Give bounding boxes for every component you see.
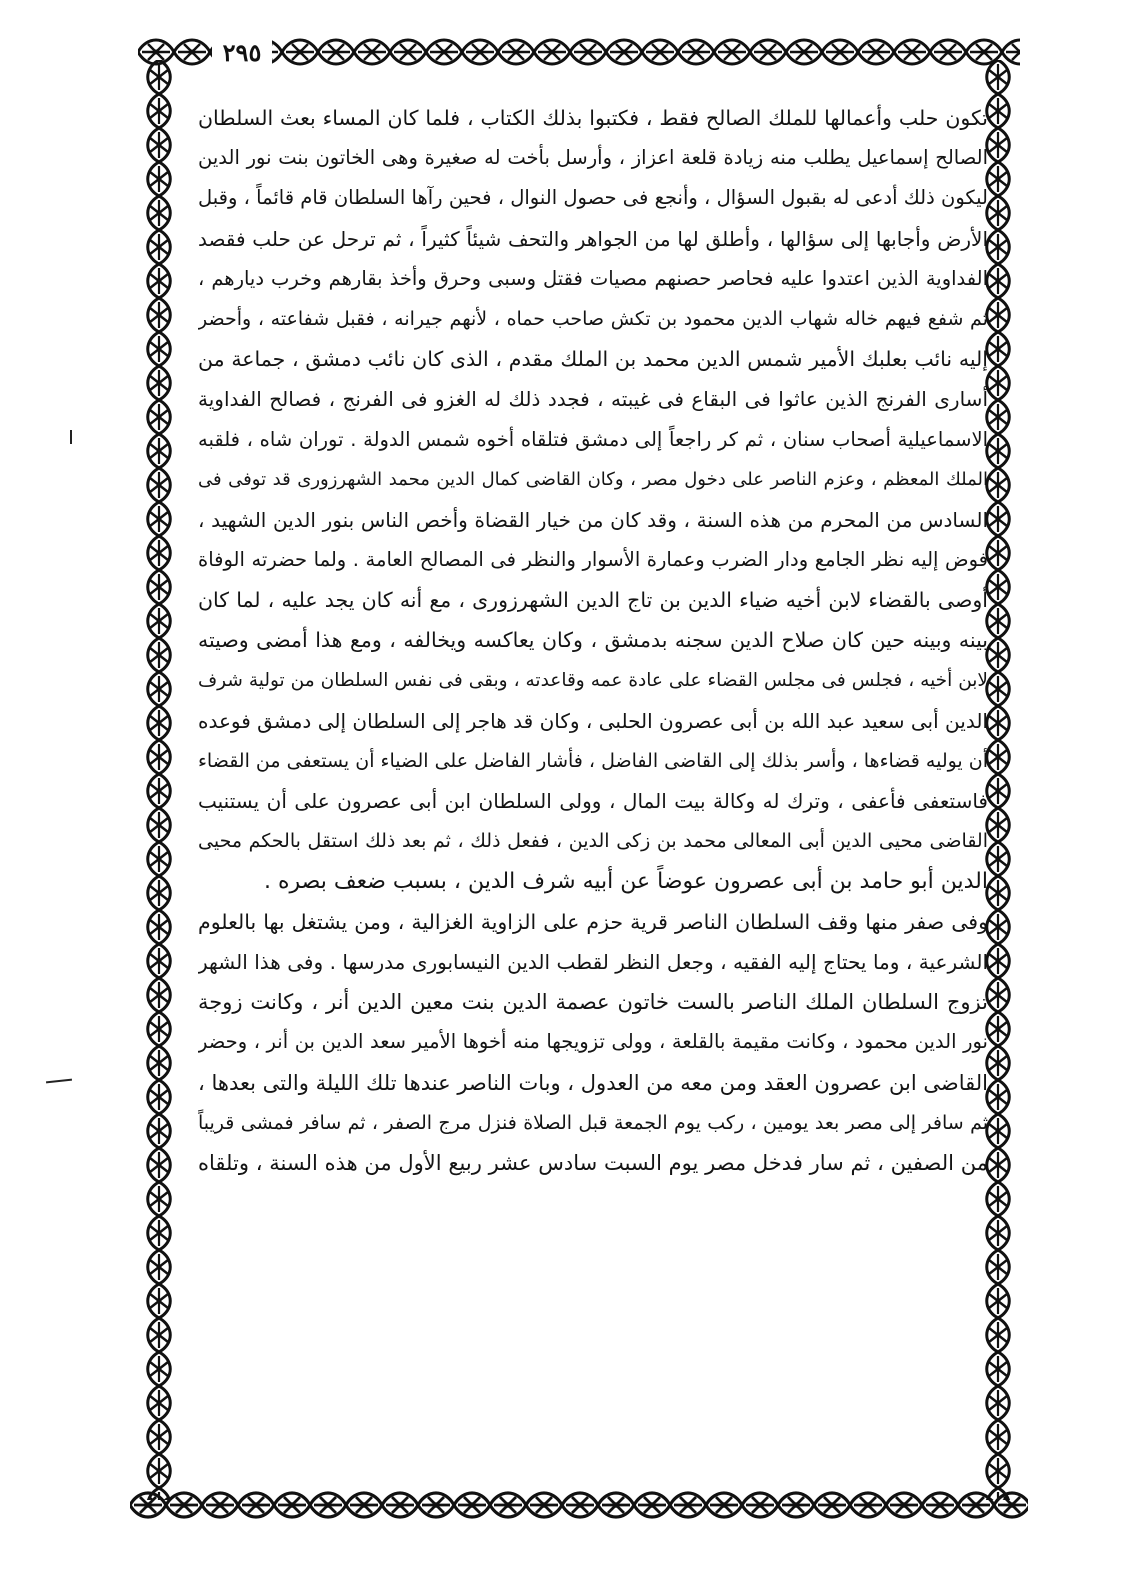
text-line: ثم سافر إلى مصر بعد يومين ، ركب يوم الجمعة قبل الصلاة فنزل مرج الصفر ، ثم سافر فمشى قريباً <box>198 1111 988 1134</box>
text-line: القاضى ابن عصرون العقد ومن معه من العدول ، وبات الناصر عندها تلك الليلة والتى بعدها ، <box>198 1070 988 1095</box>
text-line: أوصى بالقضاء لابن أخيه ضياء الدين بن تاج الدين الشهرزورى ، مع أنه كان يجد عليه ، لما كان <box>198 588 988 613</box>
text-line: بينه وبينه حين كان صلاح الدين سجنه بدمشق ، وكان يعاكسه ويخالفه ، ومع هذا أمضى وصيته <box>198 628 988 653</box>
text-line: تزوج السلطان الملك الناصر بالست خاتون عصمة الدين بنت معين الدين أنر ، وكانت زوجة <box>198 990 988 1015</box>
left-ornament-border <box>138 60 180 1500</box>
text-line: وفى صفر منها وقف السلطان الناصر قرية حزم على الزاوية الغزالية ، ومن يشتغل بها بالعلوم <box>198 909 988 934</box>
text-line: ثم شفع فيهم خاله شهاب الدين محمود بن تكش صاحب حماه ، لأنهم جيرانه ، فقبل شفاعته ، وأحضر <box>198 307 988 330</box>
text-line: القاضى محيى الدين أبى المعالى محمد بن زكى الدين ، ففعل ذلك ، ثم بعد ذلك استقل بالحكم محيى <box>198 830 988 853</box>
margin-dash-mark <box>46 1079 72 1084</box>
text-line: الصالح إسماعيل يطلب منه زيادة قلعة اعزاز ، وأرسل بأخت له صغيرة وهى الخاتون بنت نور الدين <box>198 146 988 170</box>
text-line: السادس من المحرم من هذه السنة ، وقد كان من خيار القضاة وأخص الناس بنور الدين الشهيد ، <box>198 507 988 532</box>
margin-tick-mark <box>70 430 72 444</box>
bottom-chain-ornament <box>130 1482 1028 1528</box>
text-line: نور الدين محمود ، وكانت مقيمة بالقلعة ، وولى تزويجها منه أخوها الأمير سعد الدين بن أنر ، وحضر <box>198 1030 988 1054</box>
text-line: من الصفين ، ثم سار فدخل مصر يوم السبت سادس عشر ربيع الأول من هذه السنة ، وتلقاه <box>198 1150 988 1175</box>
text-line: أن يوليه قضاءها ، وأسر بذلك إلى القاضى الفاضل ، فأشار الفاضل على الضياء أن يستعفى من القضاء <box>198 750 988 772</box>
text-line: إليه نائب بعلبك الأمير شمس الدين محمد بن الملك مقدم ، الذى كان نائب دمشق ، جماعة من <box>198 347 988 372</box>
text-line: الاسماعيلية أصحاب سنان ، ثم كر راجعاً إلى دمشق فتلقاه أخوه شمس الدولة . توران شاه ، فلقبه <box>198 427 988 451</box>
text-line: لابن أخيه ، فجلس فى مجلس القضاء على عادة عمه وقاعدته ، وبقى فى نفس السلطان من تولية شرف <box>198 669 988 691</box>
text-line: ليكون ذلك أدعى له بقبول السؤال ، وأنجع فى حصول النوال ، فحين رآها السلطان قام قائماً ، وقبل <box>198 186 988 210</box>
text-line: الدين أبى سعيد عبد الله بن أبى عصرون الحلبى ، وكان قد هاجر إلى السلطان إلى دمشق فوعده <box>198 708 988 733</box>
text-line: الملك المعظم ، وعزم الناصر على دخول مصر ، وكان القاضى كمال الدين محمد الشهرزورى قد توفى فى <box>198 468 988 490</box>
text-line: فوض إليه نظر الجامع ودار الضرب وعمارة الأسوار والنظر فى المصالح العامة . ولما حضرته الوفاة <box>198 548 988 572</box>
main-text-block <box>198 98 988 1183</box>
bottom-ornament-border <box>130 1482 1028 1528</box>
text-line: الفداوية الذين اعتدوا عليه فحاصر حصنهم مصيات فقتل وسبى وحرق وأخذ بقارهم وخرب ديارهم ، <box>198 266 988 290</box>
text-line: تكون حلب وأعمالها للملك الصالح فقط ، فكتبوا بذلك الكتاب ، فلما كان المساء بعث السلطان <box>198 106 988 130</box>
text-line: الأرض وأجابها إلى سؤالها ، وأطلق لها من الجواهر والتحف شيئاً كثيراً ، ثم ترحل عن حلب فقصد <box>198 226 988 251</box>
text-line: الدين أبو حامد بن أبى عصرون عوضاً عن أبيه شرف الدين ، بسبب ضعف بصره . <box>264 868 988 894</box>
page-number: ٢٩٥ <box>212 38 272 68</box>
left-chain-ornament <box>138 60 180 1500</box>
text-line: أسارى الفرنج الذين عاثوا فى البقاع فى غيبته ، فجدد ذلك له الغزو فى الفرنج ، فصالح الفداوية <box>198 387 988 412</box>
text-line: فاستعفى فأعفى ، وترك له وكالة بيت المال ، وولى السلطان ابن أبى عصرون على أن يستنيب <box>198 789 988 814</box>
text-line: الشرعية ، وما يحتاج إليه الفقيه ، وجعل النظر لقطب الدين النيسابورى مدرسها . وفى هذا الشهر <box>198 949 988 974</box>
